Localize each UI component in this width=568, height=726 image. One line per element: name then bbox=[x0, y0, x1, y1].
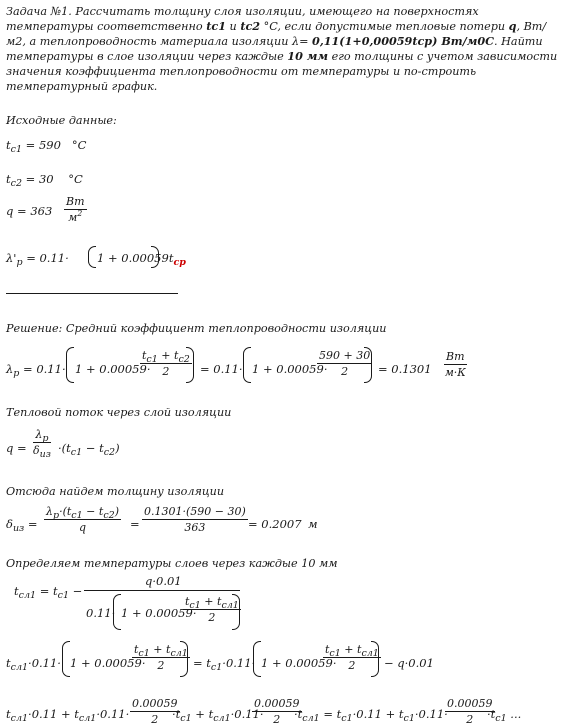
layer-eq3-frac-2: $\frac{0.00059}{2}$ bbox=[254, 697, 300, 726]
layer-eq2-paren-right-1 bbox=[180, 641, 188, 677]
layer-eq1-paren-right bbox=[232, 594, 240, 630]
intro-text-4: , Вт/м2, а теплопроводность материала изоляции λ= bbox=[6, 20, 547, 48]
layer-eq1-paren-left bbox=[113, 594, 121, 630]
layer-eq1-den-frac: tc1 + tсл1 2 bbox=[185, 595, 239, 624]
layer-eq1-num: q·0.01 bbox=[145, 574, 182, 588]
layer-eq2-paren-right-2 bbox=[371, 641, 379, 677]
layer-eq2-mid: = $t_{c1}\cdot 0.11\cdot$ bbox=[193, 656, 256, 673]
given-title: Исходные данные: bbox=[6, 114, 117, 127]
intro-step: 10 мм bbox=[287, 49, 329, 63]
eq1-mid: = 0.11· bbox=[200, 362, 243, 376]
layer-eq3-part4: $\cdot t_{c1}$ ... bbox=[487, 707, 522, 724]
layer-eq2-frac-1: tc1 + tсл1 2 bbox=[134, 643, 188, 672]
given-q: q = 363 bbox=[6, 204, 53, 218]
thickness-frac-1: $\frac{\lambda p\cdot(tc1 - tc2)}{q}$ bbox=[46, 505, 119, 534]
given-lambda-inner: $1 + 0.00059t_{cp}$ bbox=[97, 251, 186, 268]
flux-frac: λp δиз bbox=[33, 428, 51, 460]
lambda-paren-left bbox=[88, 246, 96, 268]
given-tc1: $t_{c1} = 590$ °C bbox=[6, 138, 87, 155]
eq1-paren-right-1 bbox=[186, 347, 194, 383]
layer-eq1-den-pre: 0.11· bbox=[86, 606, 116, 620]
layer-eq2-paren-left-2 bbox=[253, 641, 261, 677]
given-tc2: $t_{c2} = 30$ °C bbox=[6, 172, 83, 189]
layer-eq1-den-inner: 1 + 0.00059· bbox=[121, 606, 197, 620]
flux-lhs: q = bbox=[6, 441, 27, 455]
layers-label: Определяем температуры слоев через каждые 10 мм bbox=[6, 557, 338, 570]
intro-text-5: . Найти температуры в слое изоляции через каждые bbox=[6, 35, 543, 63]
intro-tc2: tc2 bbox=[240, 19, 261, 33]
intro-formula: 0,11(1+0,00059tср) Вт/м0С bbox=[312, 34, 495, 48]
layer-eq2-tail: − q·0.01 bbox=[384, 656, 434, 670]
intro-text-3: °C, если допустимые тепловые потери bbox=[260, 20, 509, 33]
layer-eq2-frac-2: tc1 + tсл1 2 bbox=[325, 643, 379, 672]
eq1-paren-right-2 bbox=[364, 347, 372, 383]
thickness-label: Отсюда найдем толщину изоляции bbox=[6, 485, 225, 498]
layer-eq1-fracbar bbox=[84, 590, 240, 591]
thickness-lhs: $\delta_{из}$ = bbox=[6, 517, 38, 534]
flux-label: Тепловой поток через слой изоляции bbox=[6, 406, 232, 419]
lambda-p-symbol: $\lambda_p = 0.11\cdot$ bbox=[6, 362, 66, 379]
solution-label: Решение: Средний коэффициент теплопроводности изоляции bbox=[6, 322, 387, 335]
eq1-frac-2: $\frac{590 + 30}{2}$ bbox=[319, 349, 371, 378]
intro-q: q bbox=[508, 19, 517, 33]
thickness-eq2: = bbox=[130, 517, 140, 531]
intro-text-1: Задача №1. Рассчитать толщину слоя изоляции, имеющего на поверхностях температуры соответственно bbox=[6, 5, 479, 33]
intro-tc1: tc1 bbox=[206, 19, 226, 33]
lambda-p-result: = 0.1301 bbox=[378, 362, 432, 376]
layer-eq3-frac-3: $\frac{0.00059}{2}$ bbox=[447, 697, 493, 726]
eq1-inner-1: 1 + 0.00059· bbox=[75, 362, 151, 376]
thickness-result: = 0.2007 bbox=[248, 517, 302, 531]
eq1-paren-left-1 bbox=[66, 347, 74, 383]
layer-eq2-lhs: $t_{сл1}\cdot 0.11\cdot$ bbox=[6, 656, 61, 673]
thickness-frac-2: $\frac{0.1301\cdot(590 - 30)}{363}$ bbox=[144, 505, 246, 534]
layer-eq3-part1: $t_{сл1}\cdot 0.11 + t_{сл1}\cdot 0.11\cdot$ bbox=[6, 707, 130, 724]
layer-eq3-part3: $\cdot t_{сл1} = t_{c1}\cdot 0.11 + t_{c1}\cdot 0.11\cdot$ bbox=[294, 707, 448, 724]
layer-eq1-lhs: $t_{сл1} = t_{c1}$ − bbox=[14, 584, 83, 601]
thickness-unit: м bbox=[308, 517, 318, 531]
intro-text-6: его толщины с учетом зависимости значения коэффициента теплопроводности от температуры и по-строить температурный график. bbox=[6, 50, 558, 93]
layer-eq3-part2: $\cdot t_{c1} + t_{сл1}\cdot 0.11\cdot$ bbox=[172, 707, 264, 724]
eq1-frac-1: $\frac{tc1 + tc2}{2}$ bbox=[142, 349, 190, 378]
layer-eq3-frac-1: $\frac{0.00059}{2}$ bbox=[132, 697, 178, 726]
layer-eq2-inner-2: 1 + 0.00059· bbox=[261, 656, 337, 670]
flux-rhs: $\cdot(t_{c1} - t_{c2})$ bbox=[58, 441, 120, 458]
eq1-paren-left-2 bbox=[243, 347, 251, 383]
layer-eq2-inner-1: 1 + 0.00059· bbox=[70, 656, 146, 670]
divider bbox=[6, 293, 178, 294]
lambda-p-unit: Вт м·К bbox=[444, 350, 466, 379]
lambda-paren-right bbox=[151, 246, 159, 268]
given-q-unit: Вт $м^2$ bbox=[66, 195, 85, 224]
intro-text-2: и bbox=[225, 20, 241, 33]
given-lambda: $\lambda'_p = 0.11\cdot$ bbox=[6, 251, 69, 268]
eq1-inner-2: 1 + 0.00059· bbox=[252, 362, 328, 376]
layer-eq2-paren-left-1 bbox=[62, 641, 70, 677]
problem-statement bbox=[6, 4, 562, 94]
